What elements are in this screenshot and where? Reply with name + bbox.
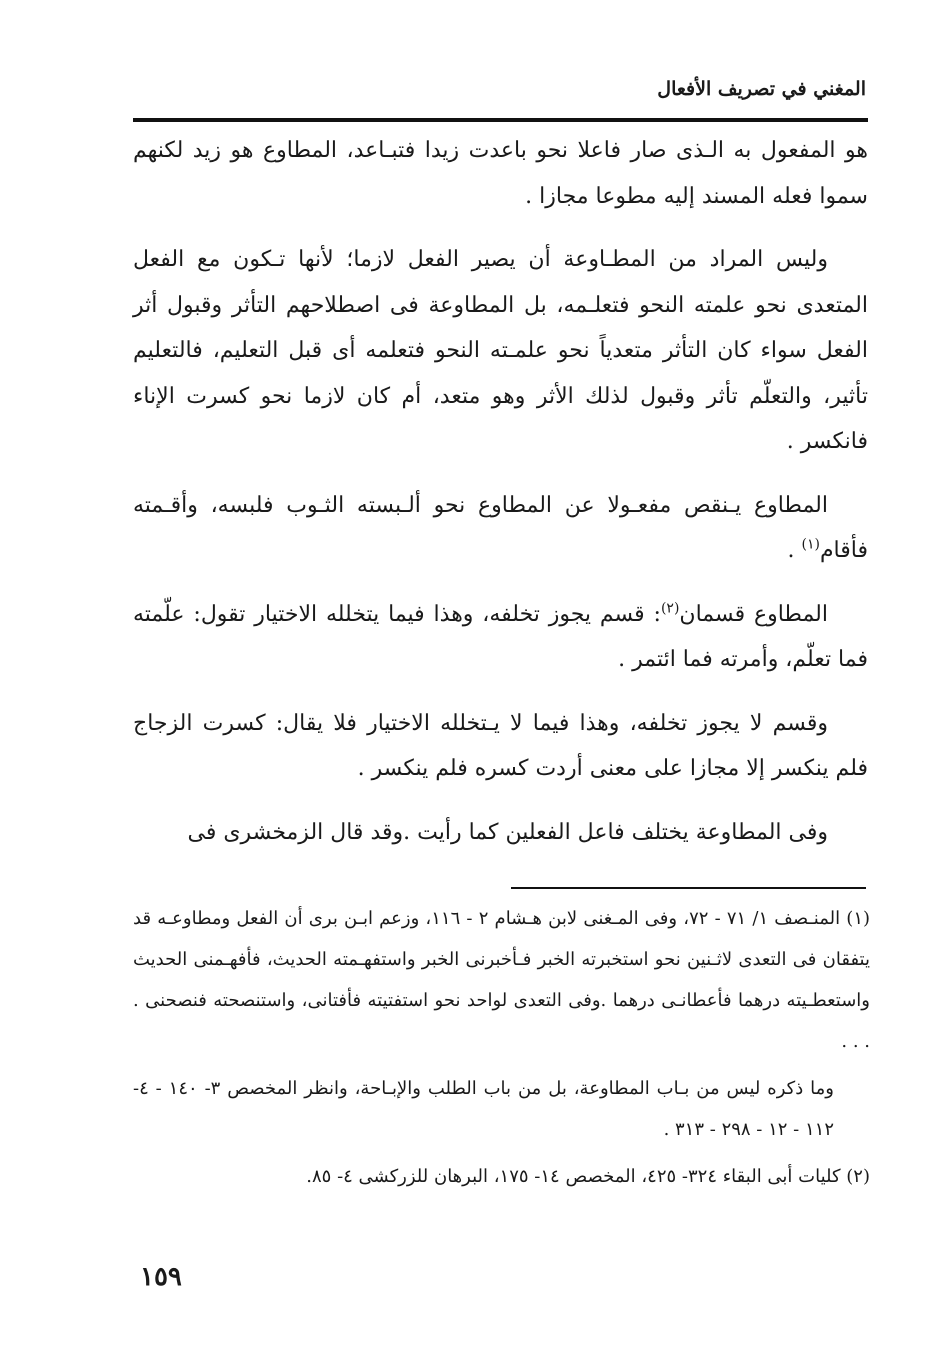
paragraph-6: وفى المطاوعة يختلف فاعل الفعلين كما رأيت .وقد قال الزمخشرى فى (187, 819, 828, 845)
running-header: المغني في تصريف الأفعال (657, 78, 866, 100)
paragraph-4-rest: : قسم يجوز تخلفه، وهذا فيما يتخلله الاختيار تقول: علّمته فما تعلّم، وأمرته فما ائتمر . (133, 601, 868, 672)
footnote-1: (١) المنـصف ١/ ٧١ - ٧٢، وفى المـغنى لابن هـشام ٢ - ١١٦، وزعم ابـن برى أن الفعل ومطاوعـه قد يتفقان فى التعدى لاثـنين نحو استخبرته الخبر فـأخبرنى الخبر واستفهـمته الحديث، فأفهـمنى الحديث واستعطـيته درهما فأعطانـى درهما .وفى التعدى لواحد نحو استفتيته فأفتانى، واستنصحته فنصحنى . . . . (133, 908, 871, 1052)
paragraph-4 (133, 592, 868, 683)
paragraph-3 (133, 483, 868, 574)
paragraph-2: وليس المراد من المطـاوعة أن يصير الفعل لازما؛ لأنها تـكون مع الفعل المتعدى نحو علمته النحو فتعلـمه، بل المطاوعة فى اصطلاحهم التأثر وقبول أثر الفعل سواء كان التأثر متعدياً نحو علمـته النحو فتعلمه أى قبل التعليم، فالتعليم تأثير، والتعلّم تأثر وقبول لذلك الأثر وهو متعد، أم كان لازما نحو كسرت الإناء فانكسر . (133, 247, 868, 454)
footnote-rule (511, 887, 866, 889)
paragraph-3-text: المطاوع يـنقص مفعـولا عن المطاوع نحو ألـبسته الثـوب فلبسه، وأقـمته فأقام (133, 492, 868, 563)
page-number: ١٥٩ (140, 1262, 182, 1292)
paragraph-5: وقسم لا يجوز تخلفه، وهذا فيما لا يـتخلله الاختيار فلا يقال: كسرت الزجاج فلم ينكسر إلا مجازا على معنى أردت كسره فلم ينكسر . (133, 710, 868, 781)
header-rule (133, 118, 868, 122)
main-text (133, 128, 868, 873)
paragraph-4-start: المطاوع قسمان (679, 601, 829, 627)
paragraph-1: هو المفعول به الـذى صار فاعلا نحو باعدت زيدا فتبـاعد، المطاوع هو زيد لكنهم سموا فعله المسند إليه مطوعا مجازا . (133, 138, 868, 209)
footnote-ref-1: (١) (801, 536, 820, 553)
footnote-1-continuation: وما ذكره ليس من بـاب المطاوعة، بل من باب الطلب والإبـاحة، وانظر المخصص ٣- ١٤٠ - ٤- ١١٢ - ١٢ - ٢٩٨ - ٣١٣ . (133, 1078, 834, 1140)
footnote-ref-2: (٢) (660, 600, 680, 617)
paragraph-3-end: . (787, 538, 802, 563)
footnote-2: (٢) كليات أبى البقاء ٣٢٤- ٤٢٥، المخصص ١٤- ١٧٥، البرهان للزركشى ٤- ٨٥. (306, 1166, 870, 1187)
footnotes (133, 898, 870, 1203)
